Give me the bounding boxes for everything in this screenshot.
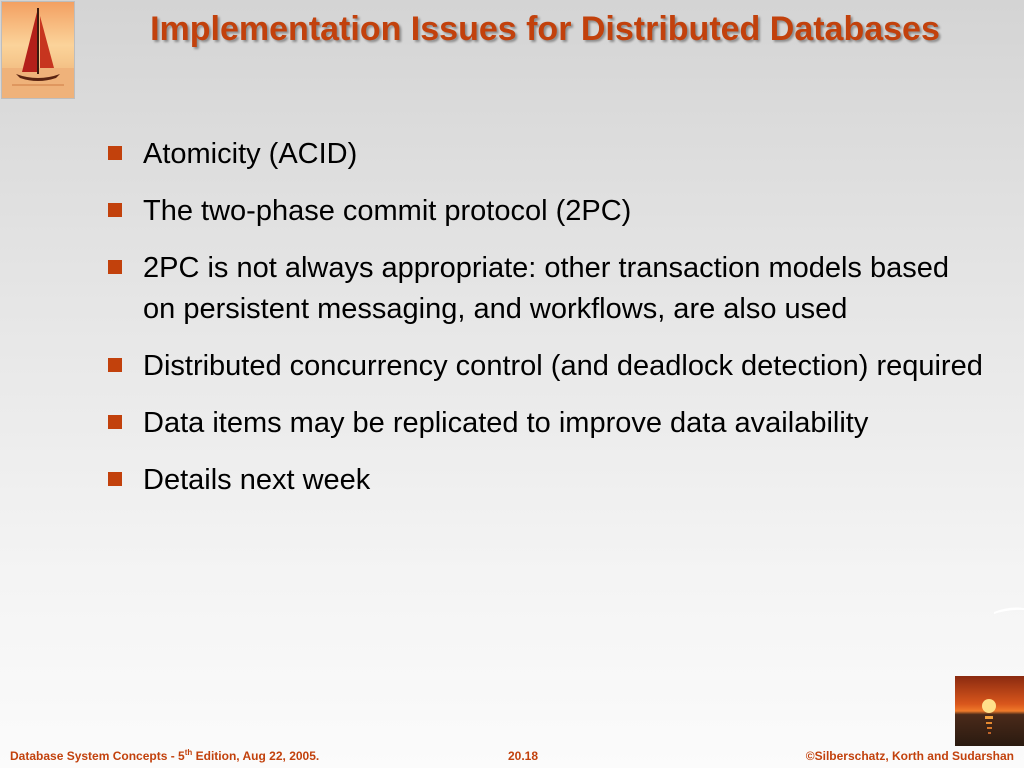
bullet-item bbox=[104, 346, 984, 387]
square-bullet-icon bbox=[108, 146, 122, 160]
bullet-text: 2PC is not always appropriate: other transaction models based on persistent messaging, and workflows, are also used bbox=[143, 252, 949, 325]
sailboat-logo-icon bbox=[2, 2, 74, 98]
footer-edition-superscript: th bbox=[184, 748, 193, 757]
bullet-list bbox=[104, 134, 984, 517]
bullet-text: Data items may be replicated to improve data availability bbox=[143, 407, 869, 439]
slide-title: Implementation Issues for Distributed Databases bbox=[150, 10, 940, 48]
slide-footer bbox=[0, 746, 1024, 768]
square-bullet-icon bbox=[108, 472, 122, 486]
bullet-text: Distributed concurrency control (and deadlock detection) required bbox=[143, 350, 983, 382]
square-bullet-icon bbox=[108, 415, 122, 429]
decorative-swoosh bbox=[994, 606, 1024, 614]
bullet-item bbox=[104, 191, 984, 232]
square-bullet-icon bbox=[108, 260, 122, 274]
page-number: 20.18 bbox=[508, 749, 539, 763]
copyright-text: ©Silberschatz, Korth and Sudarshan bbox=[805, 749, 1014, 763]
bullet-text: Atomicity (ACID) bbox=[143, 138, 358, 170]
bullet-text: The two-phase commit protocol (2PC) bbox=[143, 195, 632, 227]
sunset-logo-icon bbox=[955, 676, 1024, 746]
square-bullet-icon bbox=[108, 203, 122, 217]
footer-edition-prefix: Database System Concepts - 5 bbox=[10, 749, 185, 763]
footer-edition-suffix: Edition, Aug 22, 2005. bbox=[192, 749, 320, 763]
square-bullet-icon bbox=[108, 358, 122, 372]
footer-edition-text bbox=[10, 749, 319, 763]
bullet-item bbox=[104, 460, 984, 501]
bullet-item bbox=[104, 248, 984, 330]
bullet-text: Details next week bbox=[143, 464, 371, 496]
bullet-item bbox=[104, 134, 984, 175]
bullet-item bbox=[104, 403, 984, 444]
